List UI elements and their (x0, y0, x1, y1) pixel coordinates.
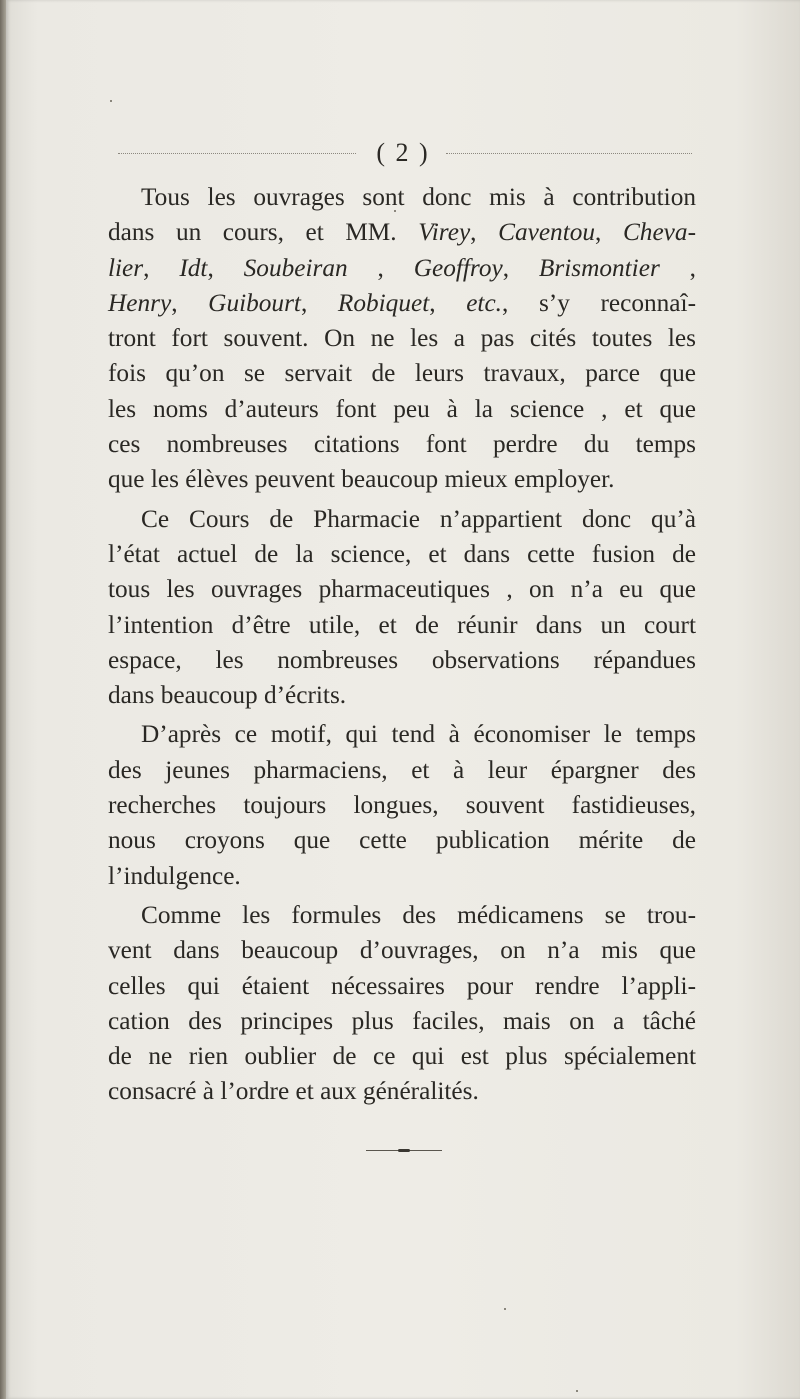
paragraph (108, 502, 696, 714)
text-line (108, 321, 696, 356)
page-number: ( 2 ) (376, 138, 430, 167)
text-run: les noms d’auteurs font peu à la science , et que (108, 394, 696, 423)
text-run: , (347, 253, 414, 282)
text-line (108, 1004, 696, 1039)
text-run: , (429, 288, 467, 317)
book-page (6, 0, 800, 1399)
text-line (108, 753, 696, 788)
text-line (108, 1074, 696, 1109)
text-line (108, 427, 696, 462)
text-line (108, 788, 696, 823)
text-run: ces nombreuses citations font perdre du temps (108, 430, 696, 459)
italic-name: Virey (418, 218, 471, 247)
text-run: dans beaucoup d’écrits. (108, 681, 347, 710)
text-run: l’état actuel de la science, et dans cette fusion de (108, 539, 696, 568)
text-line (108, 502, 696, 537)
text-run: D’après ce motif, qui tend à économiser le temps (141, 720, 696, 749)
text-run: cation des principes plus faciles, mais on a tâché (108, 1006, 696, 1035)
text-run: , (595, 218, 623, 247)
italic-name: Robiquet (337, 288, 430, 317)
text-run: dans un cours, et MM. (108, 218, 419, 247)
body-text (108, 180, 696, 1110)
text-run: vent dans beaucoup d’ouvrages, on n’a mis que (108, 936, 696, 965)
text-run: recherches toujours longues, souvent fastidieuses, (108, 791, 696, 820)
text-run: , (470, 218, 499, 247)
text-line (108, 356, 696, 391)
text-run: , (207, 253, 244, 282)
paragraph (108, 898, 696, 1110)
text-line (108, 286, 696, 321)
paper-speck (576, 1390, 578, 1392)
text-run: nous croyons que cette publication mérite de (108, 826, 696, 855)
text-line (108, 933, 696, 968)
text-line (108, 1039, 696, 1074)
italic-name: Cheva- (622, 218, 696, 247)
text-line (108, 823, 696, 858)
italic-name: Soubeiran (243, 253, 348, 282)
text-line (108, 251, 696, 286)
text-run: consacré à l’ordre et aux généralités. (108, 1077, 479, 1106)
text-line (108, 537, 696, 572)
text-line (108, 180, 696, 215)
end-ornament (366, 1149, 442, 1153)
text-line (108, 898, 696, 933)
text-run: , s’y reconnaî- (502, 288, 696, 317)
text-line (108, 717, 696, 752)
text-line (108, 392, 696, 427)
text-line (108, 215, 696, 250)
text-run: Tous les ouvrages sont donc mis à contribution (141, 183, 696, 211)
text-line (108, 969, 696, 1004)
text-run: espace, les nombreuses observations répandues (108, 645, 696, 674)
paragraph (108, 717, 696, 893)
text-line (108, 643, 696, 678)
header-rule-right (446, 153, 692, 154)
text-run: , (502, 253, 539, 282)
italic-name: Geoffroy (413, 253, 503, 282)
text-run: , (659, 253, 696, 282)
text-line (108, 859, 696, 894)
text-run: celles qui étaient nécessaires pour rendre l’appli- (108, 971, 696, 1000)
text-run: l’intention d’être utile, et de réunir dans un court (108, 610, 696, 639)
text-run: , (143, 253, 180, 282)
text-run: tous les ouvrages pharmaceutiques , on n’a eu que (108, 575, 696, 604)
italic-name: Guibourt (208, 288, 301, 317)
text-run: , (300, 288, 338, 317)
paragraph (108, 180, 696, 498)
text-run: de ne rien oublier de ce qui est plus spécialement (108, 1042, 696, 1071)
text-run: l’indulgence. (108, 861, 241, 890)
text-run: des jeunes pharmaciens, et à leur épargner des (108, 755, 696, 784)
text-line (108, 608, 696, 643)
text-run: Ce Cours de Pharmacie n’appartient donc qu’à (141, 504, 696, 533)
italic-name: Caventou (498, 218, 596, 247)
ornament-center (398, 1149, 410, 1152)
text-run: , (171, 288, 209, 317)
italic-name: Idt (179, 253, 208, 282)
italic-name: Henry (108, 288, 172, 317)
italic-name: etc. (466, 288, 502, 317)
text-line (108, 572, 696, 607)
paper-speck (504, 1308, 506, 1310)
text-line (108, 678, 696, 713)
text-run: fois qu’on se servait de leurs travaux, parce que (108, 359, 696, 388)
paper-speck (110, 100, 112, 102)
text-line (108, 462, 696, 497)
text-run: que les élèves peuvent beaucoup mieux employer. (108, 465, 615, 494)
italic-name: lier (108, 253, 144, 282)
italic-name: Brismontier (538, 253, 660, 282)
text-run: tront fort souvent. On ne les a pas cités toutes les (108, 324, 696, 353)
text-run: Comme les formules des médicamens se trou- (141, 900, 696, 929)
